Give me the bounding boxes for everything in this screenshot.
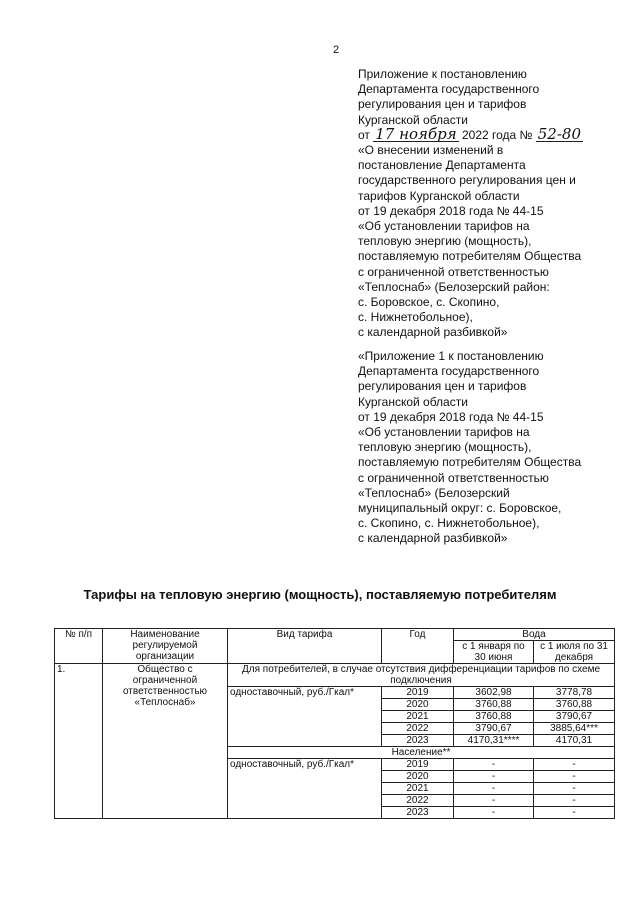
year-cell: 2020 <box>382 771 454 783</box>
year-cell: 2021 <box>382 783 454 795</box>
value-cell: 3790,67 <box>534 711 615 723</box>
header-line: Департамента государственного <box>358 82 540 97</box>
annex-line: Департамента государственного <box>358 364 540 379</box>
value-cell: 4170,31**** <box>454 735 534 747</box>
date-suffix: 2022 года № <box>461 127 533 142</box>
annex-line: регулирования цен и тарифов <box>358 379 527 394</box>
header-line: Курганской области <box>358 112 468 127</box>
value-cell: - <box>534 771 615 783</box>
value-cell: - <box>454 795 534 807</box>
col-header-water: Вода <box>454 629 615 641</box>
header-line: тарифов Курганской области <box>358 188 520 203</box>
value-cell: 3885,64*** <box>534 723 615 735</box>
annex-line: поставляемую потребителям Общества <box>358 455 582 470</box>
header-line: с календарной разбивкой» <box>358 325 508 340</box>
organization-name: Общество с ограниченной ответственностью «Теплоснаб» <box>103 664 228 819</box>
tariff-type: одноставочный, руб./Гкал* <box>228 687 382 747</box>
col-header-num: № п/п <box>55 629 103 664</box>
value-cell: 3602,98 <box>454 687 534 699</box>
table-row <box>55 664 615 687</box>
value-cell: 3790,67 <box>454 723 534 735</box>
col-header-year: Год <box>382 629 454 664</box>
value-cell: 3760,88 <box>454 711 534 723</box>
value-cell: - <box>534 795 615 807</box>
annex-line: «Теплоснаб» (Белозерский <box>358 485 510 500</box>
tariff-table <box>54 628 615 819</box>
header-line: регулирования цен и тарифов <box>358 97 527 112</box>
header-line: тепловую энергию (мощность), <box>358 234 532 249</box>
table-header-row <box>55 629 615 641</box>
document-title: Тарифы на тепловую энергию (мощность), поставляемую потребителям <box>83 587 557 602</box>
header-line: от 19 декабря 2018 года № 44-15 <box>358 203 544 218</box>
header-line: Приложение к постановлению <box>358 67 527 81</box>
approval-header <box>358 67 618 341</box>
section-label: Для потребителей, в случае отсутствия дифференциации тарифов по схеме подключения <box>228 664 615 687</box>
value-cell: 3760,88 <box>534 699 615 711</box>
header-line: «Теплоснаб» (Белозерский район: <box>358 279 550 294</box>
col-header-half2: с 1 июля по 31 декабря <box>534 641 615 664</box>
value-cell: - <box>454 771 534 783</box>
year-cell: 2023 <box>382 807 454 819</box>
value-cell: - <box>454 783 534 795</box>
value-cell: 3760,88 <box>454 699 534 711</box>
annex-line: «Приложение 1 к постановлению <box>358 349 544 363</box>
handwritten-number: 52-80 <box>537 124 582 143</box>
annex-line: с ограниченной ответственностью <box>358 470 549 485</box>
col-header-type: Вид тарифа <box>228 629 382 664</box>
header-line: с ограниченной ответственностью <box>358 264 549 279</box>
annex-line: с календарной разбивкой» <box>358 531 508 546</box>
col-header-org: Наименование регулируемой организации <box>103 629 228 664</box>
annex-line: с. Скопино, с. Нижнетобольное), <box>358 516 540 531</box>
header-line: «Об установлении тарифов на <box>358 219 530 234</box>
value-cell: - <box>534 759 615 771</box>
header-line: «О внесении изменений в <box>358 143 504 158</box>
header-line: постановление Департамента <box>358 158 526 173</box>
section-label: Население** <box>228 747 615 759</box>
value-cell: - <box>454 807 534 819</box>
header-line: государственного регулирования цен и <box>358 173 576 188</box>
row-number: 1. <box>55 664 103 819</box>
col-header-half1: с 1 января по 30 июня <box>454 641 534 664</box>
tariff-type: одноставочный, руб./Гкал* <box>228 759 382 819</box>
year-cell: 2022 <box>382 723 454 735</box>
value-cell: 3778,78 <box>534 687 615 699</box>
annex-line: тепловую энергию (мощность), <box>358 440 532 455</box>
value-cell: - <box>534 783 615 795</box>
year-cell: 2023 <box>382 735 454 747</box>
annex-line: муниципальный округ: с. Боровское, <box>358 501 562 516</box>
year-cell: 2019 <box>382 687 454 699</box>
handwritten-date: 17 ноября <box>375 124 457 143</box>
value-cell: 4170,31 <box>534 735 615 747</box>
annex-line: «Об установлении тарифов на <box>358 425 530 440</box>
date-line <box>358 124 618 143</box>
year-cell: 2021 <box>382 711 454 723</box>
header-line: с. Нижнетобольное), <box>358 310 473 325</box>
header-line: с. Боровское, с. Скопино, <box>358 295 500 310</box>
value-cell: - <box>454 759 534 771</box>
value-cell: - <box>534 807 615 819</box>
page-number: 2 <box>333 44 340 56</box>
year-cell: 2020 <box>382 699 454 711</box>
header-line: поставляемую потребителям Общества <box>358 249 582 264</box>
annex-line: от 19 декабря 2018 года № 44-15 <box>358 409 544 424</box>
annex-line: Курганской области <box>358 394 468 409</box>
date-prefix: от <box>358 127 370 142</box>
year-cell: 2019 <box>382 759 454 771</box>
year-cell: 2022 <box>382 795 454 807</box>
annex-header <box>358 349 618 547</box>
